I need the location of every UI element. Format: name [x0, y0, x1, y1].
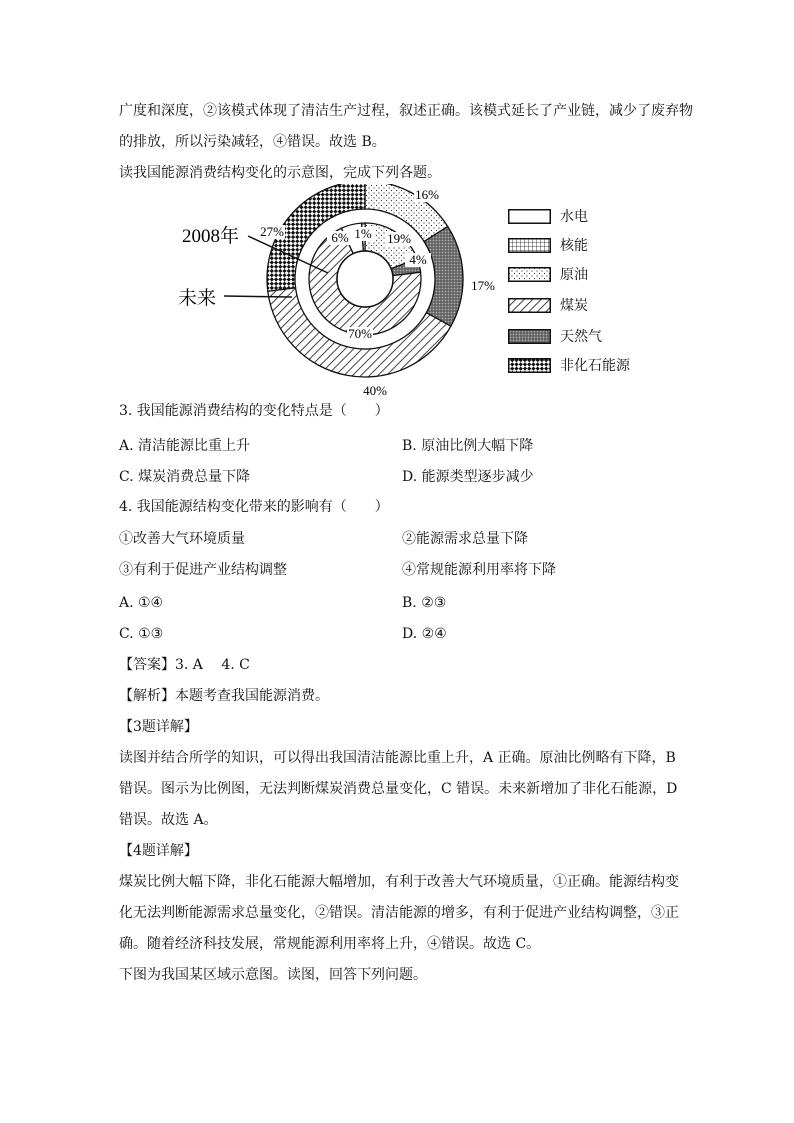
- legend-swatch: [508, 298, 551, 313]
- legend-label: 天然气: [560, 329, 602, 345]
- explanation-4: 煤炭比例大幅下降，非化石能源大幅增加，有利于改善大气环境质量，①正确。能源结构变: [119, 874, 679, 890]
- slice-percent-label: 16%: [415, 187, 439, 202]
- legend-swatch-fill: [509, 268, 551, 282]
- body-line: 广度和深度，②该模式体现了清洁生产过程，叙述正确。该模式延长了产业链，减少了废弃物: [119, 103, 693, 119]
- legend-label: 核能: [560, 238, 588, 254]
- explanation-4: 化无法判断能源需求总量变化，②错误。清洁能源的增多，有利于促进产业结构调整，③正: [119, 905, 679, 921]
- legend-swatch: [508, 267, 551, 282]
- analysis-line: 【解析】本题考查我国能源消费。: [119, 688, 329, 704]
- chart-center-hole: [337, 251, 393, 307]
- option-4d: D. ②④: [402, 626, 447, 642]
- statement-4: ④常规能源利用率将下降: [402, 562, 556, 578]
- legend-swatch: [508, 358, 551, 373]
- body-line: 的排放，所以污染减轻，④错误。故选 B。: [119, 134, 386, 150]
- option-4a: A. ①④: [119, 595, 164, 611]
- leader-line-future: [224, 296, 292, 297]
- slice-percent-label: 1%: [354, 226, 372, 241]
- legend-swatch-fill: [509, 299, 551, 313]
- legend-label: 煤炭: [560, 298, 588, 314]
- statement-3: ③有利于促进产业结构调整: [119, 562, 287, 578]
- slice-percent-label: 27%: [260, 224, 284, 239]
- ring-name-2008: 2008年: [182, 226, 240, 247]
- legend-swatch-fill: [509, 210, 551, 224]
- explanation-3: 错误。故选 A。: [119, 812, 218, 828]
- section-heading-3: 【3题详解】: [119, 719, 198, 735]
- ring-name-future: 未来: [178, 288, 217, 309]
- slice-percent-label: 4%: [409, 252, 427, 267]
- option-3c: C. 煤炭消费总量下降: [119, 469, 251, 485]
- legend-swatch-fill: [509, 239, 551, 253]
- legend-swatch-fill: [509, 330, 551, 344]
- slice-percent-label: 17%: [471, 278, 495, 293]
- legend-label: 非化石能源: [560, 358, 630, 374]
- legend-swatch: [508, 209, 551, 224]
- slice-percent-label: 6%: [331, 230, 349, 245]
- slice-percent-label: 19%: [387, 231, 411, 246]
- legend-label: 水电: [560, 209, 588, 225]
- option-3b: B. 原油比例大幅下降: [402, 438, 534, 454]
- slice-percent-label: 40%: [363, 383, 387, 398]
- option-3d: D. 能源类型逐步减少: [402, 469, 534, 485]
- option-3a: A. 清洁能源比重上升: [119, 438, 251, 454]
- question-4: 4. 我国能源结构变化带来的影响有（ ）: [119, 499, 389, 515]
- legend-swatch: [508, 238, 551, 253]
- energy-structure-chart: [170, 184, 510, 402]
- explanation-3: 错误。图示为比例图，无法判断煤炭消费总量变化，C 错误。未来新增加了非化石能源，D: [119, 781, 678, 797]
- slice-percent-label: 70%: [348, 326, 372, 341]
- answer-line: 【答案】3. A 4. C: [119, 657, 250, 673]
- question-3: 3. 我国能源消费结构的变化特点是（ ）: [119, 403, 389, 419]
- intro-line: 读我国能源消费结构变化的示意图，完成下列各题。: [119, 165, 441, 181]
- statement-1: ①改善大气环境质量: [119, 531, 245, 547]
- explanation-4: 确。随着经济科技发展，常规能源利用率将上升，④错误。故选 C。: [119, 936, 541, 952]
- option-4b: B. ②③: [402, 595, 447, 611]
- option-4c: C. ①③: [119, 626, 164, 642]
- section-heading-4: 【4题详解】: [119, 843, 198, 859]
- legend-swatch-fill: [509, 359, 551, 373]
- explanation-3: 读图并结合所学的知识，可以得出我国清洁能源比重上升，A 正确。原油比例略有下降，B: [119, 750, 676, 766]
- outer-ring-slice: [424, 226, 463, 326]
- statement-2: ②能源需求总量下降: [402, 531, 528, 547]
- legend-swatch: [508, 329, 551, 344]
- next-question-intro: 下图为我国某区域示意图。读图，回答下列问题。: [119, 967, 427, 983]
- legend-label: 原油: [560, 267, 588, 283]
